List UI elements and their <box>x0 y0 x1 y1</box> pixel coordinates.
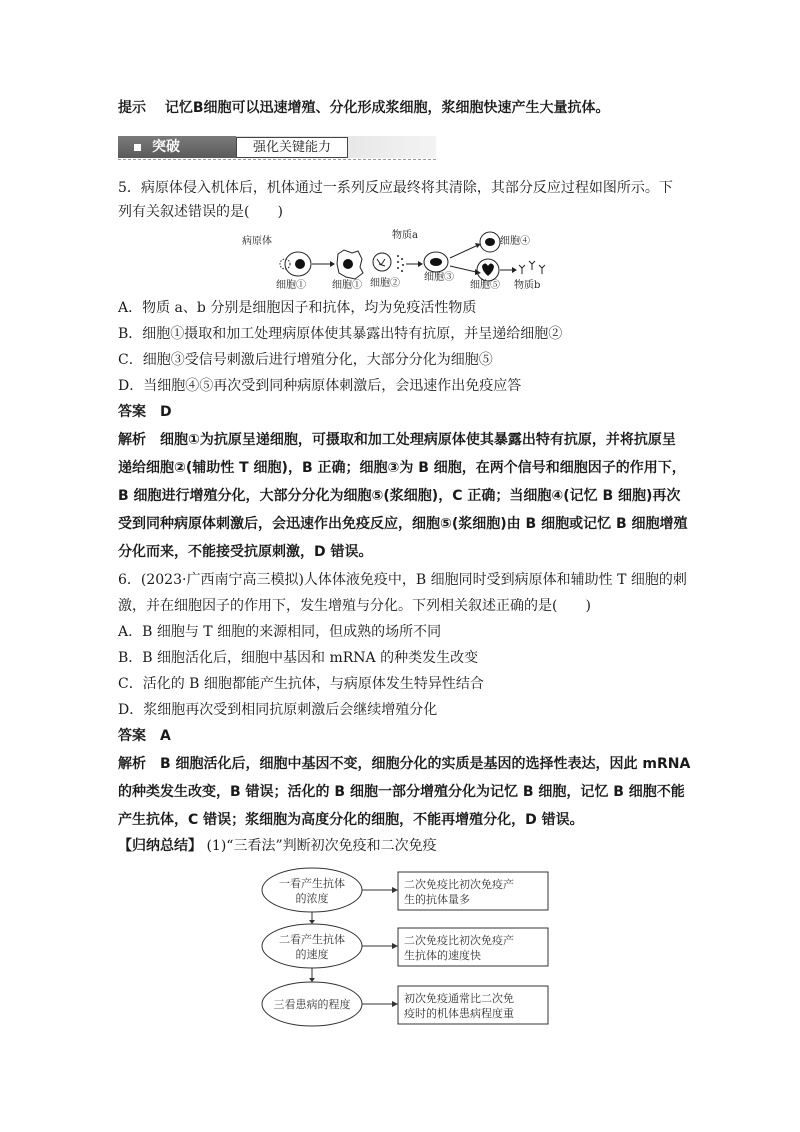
flow-right-1a: 二次免疫比初次免疫产 <box>404 878 514 891</box>
q6-answer <box>118 726 171 746</box>
q6-option-d: D．浆细胞再次受到相同抗原刺激后会继续增殖分化 <box>118 702 438 718</box>
fig-cell4-label: 细胞④ <box>500 236 530 247</box>
summary-tag: 【归纳总结】 <box>118 838 202 854</box>
flow-left-1b: 的浓度 <box>295 892 329 905</box>
three-look-flowchart <box>260 864 550 1036</box>
banner-subtitle: 强化关键能力 <box>236 137 348 158</box>
q6-answer-label: 答案 <box>118 728 146 744</box>
q6-answer-value: A <box>160 728 171 744</box>
q5-analysis-line3: B 细胞进行增殖分化，大部分分化为细胞⑤(浆细胞)，C 正确；当细胞④(记忆 B 细胞)再次 <box>118 488 681 504</box>
q6-analysis-line3: 产生抗体，C 错误；浆细胞为高度分化的细胞，不能再增殖分化，D 错误。 <box>118 812 584 828</box>
flow-left-1a: 一看产生抗体 <box>279 877 345 890</box>
q5-analysis-line5: 分化而来，不能接受抗原刺激，D 错误。 <box>118 544 373 560</box>
q5-stem-line2: 列有关叙述错误的是( ) <box>118 204 283 220</box>
q5-stem-line1: 5．病原体侵入机体后，机体通过一系列反应最终将其清除，其部分反应过程如图所示。下 <box>118 180 673 196</box>
flow-left-2b: 的速度 <box>295 948 329 961</box>
q6-analysis-line1: 解析 B 细胞活化后，细胞中基因不变，细胞分化的实质是基因的选择性表达，因此 mRNA <box>118 756 691 772</box>
flow-right-2b: 生抗体的速度快 <box>404 949 481 962</box>
q5-answer-label: 答案 <box>118 404 146 420</box>
fig-cell1a-label: 细胞① <box>276 280 306 290</box>
q5-option-a: A．物质 a、b 分别是细胞因子和抗体，均为免疫活性物质 <box>118 300 477 316</box>
hint-text: 记忆B细胞可以迅速增殖、分化形成浆细胞，浆细胞快速产生大量抗体。 <box>164 100 610 116</box>
q5-option-b: B．细胞①摄取和加工处理病原体使其暴露出特有抗原，并呈递给细胞② <box>118 326 563 342</box>
fig-substance-b-label: 物质b <box>514 280 541 290</box>
fig-cell2-label: 细胞② <box>370 278 400 289</box>
q5-option-c: C．细胞③受信号刺激后进行增殖分化，大部分分化为细胞⑤ <box>118 352 493 368</box>
q6-analysis-label: 解析 <box>118 756 146 772</box>
flow-right-2a: 二次免疫比初次免疫产 <box>404 934 514 947</box>
fig-substance-a-label: 物质a <box>392 230 418 241</box>
q5-analysis-line2: 递给细胞②(辅助性 T 细胞)，B 正确；细胞③为 B 细胞，在两个信号和细胞因子的作用下， <box>118 460 686 476</box>
q6-analysis-line2: 的种类发生改变，B 错误；活化的 B 细胞一部分增殖分化为记忆 B 细胞，记忆 B 细胞不能 <box>118 784 685 800</box>
square-bullet-icon <box>134 144 141 151</box>
q5-analysis-line4: 受到同种病原体刺激后，会迅速作出免疫反应，细胞⑤(浆细胞)由 B 细胞或记忆 B 细胞增殖 <box>118 516 688 532</box>
banner-tag: 突破 <box>118 136 236 158</box>
q6-option-c: C．活化的 B 细胞都能产生抗体，与病原体发生特异性结合 <box>118 676 484 692</box>
q6-stem-line2: 激，并在细胞因子的作用下，发生增殖与分化。下列相关叙述正确的是( ) <box>118 598 591 614</box>
q6-option-a: A．B 细胞与 T 细胞的来源相同，但成熟的场所不同 <box>118 624 442 640</box>
banner-rule <box>118 159 436 160</box>
cell2-icon <box>373 253 391 271</box>
flow-right-3b: 疫时的机体患病程度重 <box>404 1007 514 1020</box>
flow-left-2a: 二看产生抗体 <box>279 933 345 946</box>
fig-cell1b-label: 细胞① <box>332 280 362 290</box>
fig-pathogen-label: 病原体 <box>242 236 272 247</box>
hint-label: 提示 <box>118 100 146 116</box>
q5-answer <box>118 402 172 422</box>
q5-option-d: D．当细胞④⑤再次受到同种病原体刺激后，会迅速作出免疫应答 <box>118 378 522 394</box>
hint-line <box>118 98 610 118</box>
flow-oval-2 <box>262 924 362 968</box>
flow-oval-1 <box>262 868 362 912</box>
q6-option-b: B．B 细胞活化后，细胞中基因和 mRNA 的种类发生改变 <box>118 650 479 666</box>
immune-response-figure <box>240 226 560 290</box>
antibody-icon <box>519 261 545 274</box>
summary-heading <box>118 836 437 856</box>
q5-analysis-line1: 解析 细胞①为抗原呈递细胞，可摄取和加工处理病原体使其暴露出特有抗原，并将抗原呈 <box>118 432 676 448</box>
q6-stem-line1: 6．(2023·广西南宁高三模拟)人体体液免疫中，B 细胞同时受到病原体和辅助性 T 细胞的刺 <box>118 572 687 588</box>
summary-title: (1)“三看法”判断初次免疫和二次免疫 <box>206 838 437 854</box>
flow-left-3a: 三看患病的程度 <box>273 998 351 1011</box>
q5-answer-value: D <box>160 404 172 420</box>
flow-right-3a: 初次免疫通常比二次免 <box>404 992 514 1005</box>
fig-cell5-label: 细胞⑤ <box>470 280 500 290</box>
flow-right-1b: 生的抗体量多 <box>404 893 470 906</box>
section-banner <box>118 136 436 162</box>
fig-cell3-label: 细胞③ <box>424 272 454 283</box>
q5-analysis-label: 解析 <box>118 432 146 448</box>
